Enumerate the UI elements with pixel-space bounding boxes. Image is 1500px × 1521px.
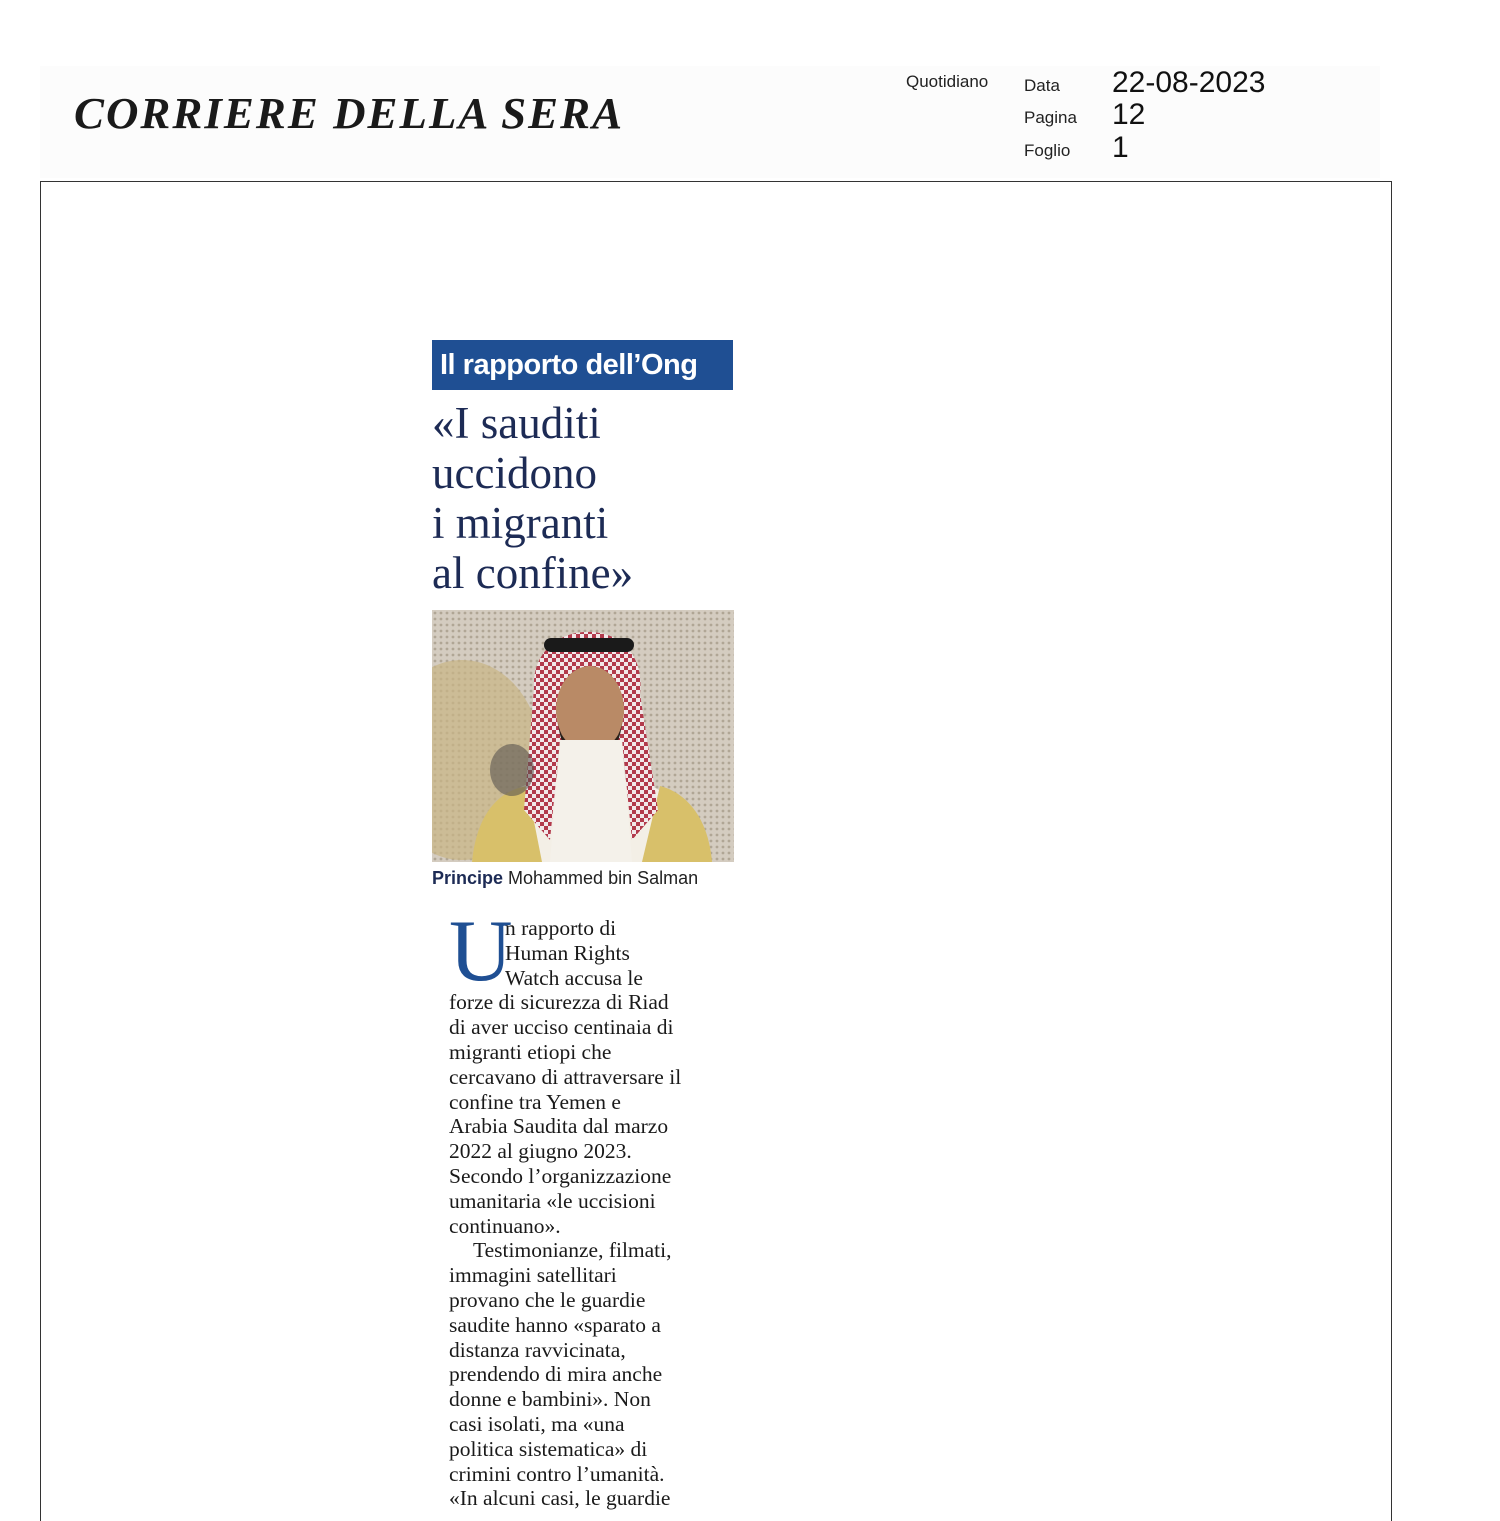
body-line: Human Rights <box>505 940 630 965</box>
headline-line: uccidono <box>432 448 597 498</box>
sheet-label: Foglio <box>1024 141 1071 160</box>
body-line: Testimonianze, filmati, <box>473 1238 672 1263</box>
body-line: saudite hanno «sparato a <box>449 1312 661 1337</box>
body-line: «In alcuni casi, le guardie <box>449 1486 671 1511</box>
body-line: di aver ucciso centinaia di <box>449 1015 674 1040</box>
page-value: 12 <box>1112 98 1146 131</box>
body-line: crimini contro l’umanità. <box>449 1461 665 1486</box>
body-line: forze di sicurezza di Riad <box>449 990 669 1015</box>
drop-cap: U <box>449 903 513 1000</box>
body-line: cercavano di attraversare il <box>449 1064 682 1089</box>
headline-line: «I sauditi <box>432 398 601 448</box>
caption-text: Mohammed bin Salman <box>503 868 699 888</box>
article-headline <box>432 398 752 598</box>
body-line: casi isolati, ma «una <box>449 1411 625 1436</box>
headline-line: al confine» <box>432 548 634 598</box>
date-value: 22-08-2023 <box>1112 66 1266 99</box>
body-line: n rapporto di <box>505 916 617 940</box>
article-kicker: Il rapporto dell’Ong <box>432 340 733 390</box>
body-line: umanitaria «le uccisioni <box>449 1188 656 1213</box>
photo-caption <box>432 868 698 889</box>
body-line: donne e bambini». Non <box>449 1387 651 1412</box>
body-line: continuano». <box>449 1213 561 1238</box>
body-line: provano che le guardie <box>449 1287 646 1312</box>
body-line: 2022 al giugno 2023. <box>449 1139 632 1164</box>
body-line: confine tra Yemen e <box>449 1089 621 1114</box>
body-line: prendendo di mira anche <box>449 1362 663 1387</box>
date-label: Data <box>1024 76 1060 95</box>
body-line: Watch accusa le <box>505 965 643 990</box>
body-line: Arabia Saudita dal marzo <box>449 1114 669 1139</box>
publication-type: Quotidiano <box>906 72 989 91</box>
portrait-photo <box>432 610 734 862</box>
page-label: Pagina <box>1024 108 1077 127</box>
body-line: distanza ravvicinata, <box>449 1337 626 1362</box>
headline-line: i migranti <box>432 498 609 548</box>
body-line: immagini satellitari <box>449 1263 617 1288</box>
sheet-value: 1 <box>1112 131 1129 164</box>
body-line: politica sistematica» di <box>449 1436 648 1461</box>
body-line: migranti etiopi che <box>449 1039 612 1064</box>
caption-bold: Principe <box>432 868 504 888</box>
body-line: Secondo l’organizzazione <box>449 1163 672 1188</box>
newspaper-logo: CORRIERE DELLA SERA <box>74 89 625 138</box>
article-body <box>449 903 739 1511</box>
